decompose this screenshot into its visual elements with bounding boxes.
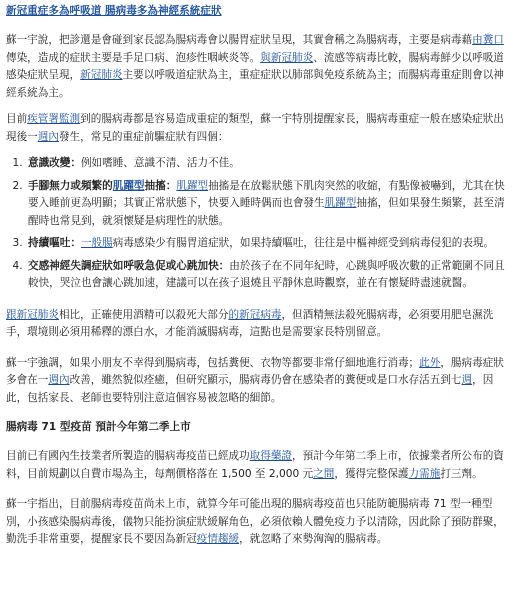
keyword-link[interactable]: 肌躍型 bbox=[112, 179, 145, 192]
text: 到的腸病毒都是容易造成重症的類型，蘇一宇特別提醒家長，腸病毒重症一般在感 bbox=[80, 113, 462, 125]
text: 傳染，造成的症狀主要是手足口病、泡疹性咽峽炎等。 bbox=[6, 51, 261, 64]
paragraph bbox=[6, 355, 506, 408]
text: ，獲得完整保護 bbox=[334, 467, 409, 480]
keyword-link[interactable]: 之間 bbox=[313, 467, 335, 480]
text: 病毒鮮少以呼吸道感染症狀呈現， bbox=[6, 51, 504, 81]
text: 改善，雖然貌似痊癒，但研究顯示，腸病毒仍會在感染者的糞便或是口水存活五到七 bbox=[69, 374, 462, 386]
item-title: 手腳無力或頻繁的 bbox=[28, 179, 113, 192]
text: 藉 bbox=[461, 34, 473, 46]
item-text: 由於孩子在不同年紀時，心跳與呼吸次數的正常範圍不同且較快，哭泣也會讓心跳加速，建議可以在孩子退燒且平靜休息時觀察，並在有懷疑時盡速就醫。 bbox=[28, 259, 505, 289]
keyword-link[interactable]: 取得藥證 bbox=[249, 450, 293, 462]
paragraph bbox=[6, 32, 506, 102]
keyword-link[interactable]: 由糞口 bbox=[472, 34, 504, 46]
keyword-link[interactable]: 力需施 bbox=[408, 467, 441, 480]
text: 主；而腸病毒重症則會以神經系統為主。 bbox=[6, 69, 504, 99]
item-text: 例如嗜睡、意識不清、活力不佳。 bbox=[80, 157, 240, 169]
item-title: 意識改變： bbox=[28, 157, 81, 169]
item-title: 持續嘔吐： bbox=[28, 237, 81, 249]
text: 目前已有國內生技業者所製造的腸病毒疫苗已經成功 bbox=[6, 450, 250, 462]
text: 蘇一宇指出，目前腸病毒疫苗尚未上市，就算今年可能出現的腸病毒疫苗也只能防範腸病毒 71 型一種型別，小孩感染腸病毒後，儀物只能扮演症狀緩解角色，必須依賴人體免疫力予以清除，因此除了預防群聚，勤洗手非常重要，提醒家長不要因為新冠 bbox=[6, 498, 504, 545]
keyword-link[interactable]: 新冠肺炎 bbox=[80, 69, 123, 81]
item-text: 抽搐，但如果發生頻繁，甚至清醒時也常見到，就須懷疑是病理性的狀態。 bbox=[28, 197, 505, 227]
section-heading bbox=[6, 4, 506, 19]
keyword-link[interactable]: 疾管署監測 bbox=[27, 113, 81, 125]
text: 蘇一宇說，把診還是會碰到家長認為腸病毒會以腸胃症狀呈現，其實會稱之為腸病毒，主要是病毒 bbox=[6, 34, 462, 46]
paragraph bbox=[6, 496, 506, 549]
item-title: 交感神經失調症狀如呼吸急促或心跳加快： bbox=[28, 259, 230, 272]
symptom-list bbox=[6, 155, 506, 293]
item-text: 病毒感染少有腸胃道症狀，如果持續嘔吐，往往是中樞神經受到病毒侵犯的表現。 bbox=[112, 237, 495, 249]
text: 蘇一宇強調，如果小朋友不幸得到腸病毒，包括糞便、衣物等都要非常仔細地進行消毒； bbox=[6, 356, 420, 369]
keyword-link[interactable]: 疫情趨緩 bbox=[196, 533, 240, 545]
list-item bbox=[26, 235, 506, 253]
keyword-link[interactable]: 此外 bbox=[419, 356, 441, 369]
keyword-link[interactable]: 肌躍型 bbox=[324, 197, 357, 209]
paragraph bbox=[6, 111, 506, 146]
paragraph bbox=[6, 307, 506, 342]
heading-link[interactable]: 新冠重症多為呼吸道 腸病毒多為神經系統症狀 bbox=[6, 5, 222, 17]
keyword-link[interactable]: 週內 bbox=[48, 374, 70, 386]
text: 目前 bbox=[6, 113, 28, 125]
keyword-link[interactable]: 一般腸 bbox=[80, 237, 113, 249]
text: 相比，正確使用酒精可以殺死大部分 bbox=[58, 308, 229, 321]
text: 發生，常見的重症前驅症狀有四個： bbox=[58, 130, 229, 143]
section-heading: 腸病毒 71 型疫苗 預計今年第二季上市 bbox=[6, 421, 191, 433]
text: ，因此，包括家長、老師也要特別注意這個容易被忽略的細節。 bbox=[6, 374, 494, 404]
text: 主要以呼吸道症狀為主，重症症狀以肺部與免疫系統為 bbox=[122, 69, 377, 81]
keyword-link[interactable]: 週內 bbox=[37, 130, 59, 143]
keyword-link[interactable]: 的新冠病毒 bbox=[228, 308, 282, 321]
keyword-link[interactable]: 與新冠肺炎 bbox=[260, 51, 314, 64]
keyword-link[interactable]: 週 bbox=[461, 374, 473, 386]
list-item bbox=[26, 155, 506, 173]
item-text: 抽搐是在放鬆狀態下肌肉突然的收縮，有點像被嚇到，尤其在快要入睡前更為明顯；其實正常狀態下，快要入睡時偶而也會發生 bbox=[28, 179, 505, 209]
keyword-link[interactable]: 肌躍型 bbox=[176, 179, 209, 192]
keyword-link[interactable]: 跟新冠肺炎 bbox=[6, 308, 59, 321]
text: 、流感等病毒比較，腸 bbox=[313, 51, 420, 64]
text: 染症狀出現後一 bbox=[6, 113, 504, 143]
text: ，就忽略了來勢洶洶的腸病毒。 bbox=[239, 533, 388, 545]
text: 打三劑。 bbox=[440, 467, 483, 480]
text: ，腸病毒症狀多會在一 bbox=[6, 356, 504, 386]
list-item bbox=[26, 178, 506, 231]
text: ，但酒精無法殺死腸病毒，必須要用肥皂濕洗手，環境則必須用稀釋的漂白水，才能消滅腸病毒，這點也是需要家長特別留意。 bbox=[6, 308, 494, 338]
item-title: 抽搐： bbox=[144, 179, 177, 192]
paragraph bbox=[6, 448, 506, 483]
text: ，預計今年第二季上市，依據業者所公布的資料，目前規劃以自費市場為主，每劑價格落在 1,500 至 2,000 元 bbox=[6, 450, 504, 480]
list-item bbox=[26, 258, 506, 293]
